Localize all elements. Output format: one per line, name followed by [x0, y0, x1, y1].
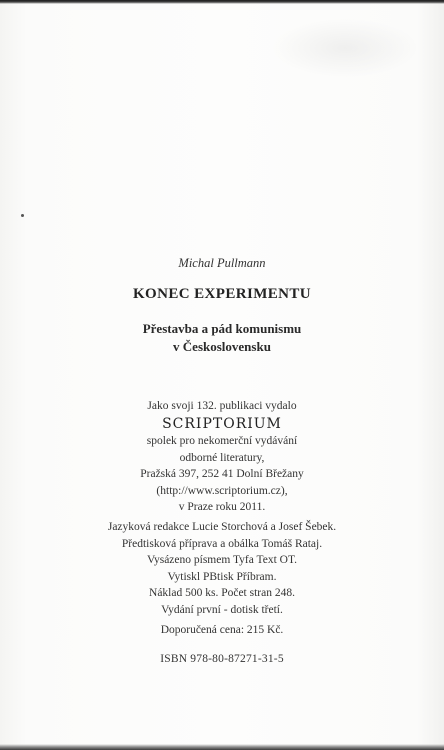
publisher-line: spolek pro nekomerční vydávání [146, 435, 298, 447]
book-subtitle [0, 320, 444, 356]
subtitle-line: v Československu [173, 339, 271, 354]
credit-line: Předtisková příprava a obálka Tomáš Rataj. [121, 537, 323, 550]
subtitle-line: Přestavba a pád komunismu [142, 321, 302, 336]
scan-bottom-edge [0, 744, 444, 750]
author-name: Michal Pullmann [178, 256, 266, 270]
publisher-info [0, 398, 444, 516]
publication-place-year: v Praze roku 2011. [178, 501, 266, 513]
publisher-website: (http://www.scriptorium.cz), [156, 484, 288, 497]
bleed-through-shadow [270, 18, 420, 78]
scan-top-edge [0, 0, 444, 4]
credit-line: Vytiskl PBtisk Příbram. [167, 570, 277, 583]
scriptorium-logo: SCRIPTORIUM [162, 415, 282, 432]
isbn-number: ISBN 978-80-87271-31-5 [160, 653, 284, 665]
credit-line: Vysázeno písmem Tyfa Text OT. [146, 554, 298, 566]
book-title: KONEC EXPERIMENTU [132, 286, 312, 302]
credits-block [0, 519, 444, 618]
credit-line: Jazyková redakce Lucie Storchová a Josef Šebek. [107, 521, 337, 533]
publisher-line: Jako svoji 132. publikaci vydalo [147, 400, 297, 412]
publisher-address: Pražská 397, 252 41 Dolní Břežany [140, 468, 304, 480]
publisher-line: odborné literatury, [179, 451, 265, 464]
credit-line: Vydání první - dotisk třetí. [161, 603, 283, 616]
scan-speck [21, 214, 24, 217]
credit-line: Náklad 500 ks. Počet stran 248. [149, 587, 295, 599]
recommended-price: Doporučená cena: 215 Kč. [160, 624, 284, 636]
